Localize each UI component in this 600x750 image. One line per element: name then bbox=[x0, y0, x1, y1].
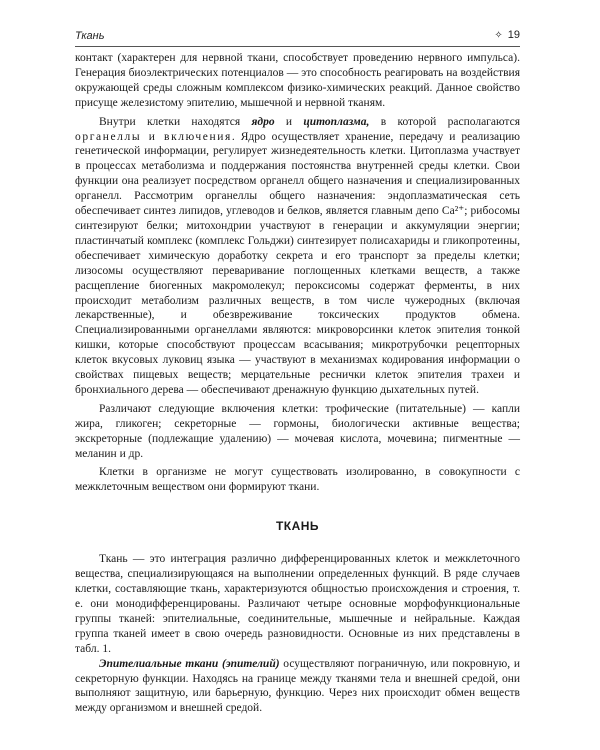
running-title: Ткань bbox=[75, 30, 105, 42]
page-body bbox=[75, 51, 520, 716]
p2-and: и bbox=[274, 115, 304, 128]
paragraph-4: Клетки в организме не могут существовать изолированно, в совокупности с межклеточным веществом они формируют ткани. bbox=[75, 466, 520, 494]
term-cytoplasm: цитоплазма, bbox=[303, 115, 370, 128]
page-number: 19 bbox=[507, 29, 520, 41]
paragraph-1: контакт (характерен для нервной ткани, способствует проведению нервного импульса). Генерация биоэлектрических потенциалов — это способность реагировать на воздействия окружающей среды сложным комплексом физико-химических реакций. Данное свойство присуще железистому эпителию, мышечной и нервной тканям. bbox=[75, 52, 520, 109]
term-nucleus: ядро bbox=[251, 115, 275, 128]
ornament-icon: ✧ bbox=[494, 30, 503, 41]
p2-rest: . Ядро осуществляет хранение, передачу и реализацию генетической информации, регулирует жизнедеятельность клетки. Цитоплазма участвует в процессах метаболизма и поддержания постоянства внутренней среды клетки. Свои функции она реализует посредством органелл общего назначения и специализированных органелл. Рассмотрим органеллы общего назначения: эндоплазматическая сеть обеспечивает синтез липидов, углеводов и белков, является главным депо Ca²⁺; рибосомы синтезируют белки; митохондрии участвуют в генерации и аккумуляции энергии; пластинчатый комплекс (комплекс Гольджи) синтезирует полисахариды и гликопротеины, обеспечивает химическую доработку секрета и его транспорт за пределы клетки; лизосомы осуществляют переваривание поглощенных клетками веществ, а также расщепление биогенных макромолекул; пероксисомы содержат ферменты, в них происходит метаболизм различных веществ, в том числе чужеродных (включая лекарственные), и обезвреживание токсических продуктов обмена. Специализированными органеллами являются: микроворсинки клеток эпителия тонкой кишки, которые способствуют процессам всасывания; микротрубочки рецепторных клеток вкусовых луковиц языка — участвуют в механизмах кодирования информации о свойствах пищевых веществ; мерцательные реснички клеток эпителия трахеи и бронхиального дерева — обеспечивают дренажную функцию дыхательных путей. bbox=[75, 130, 520, 396]
page-header bbox=[75, 30, 520, 47]
paragraph-5: Ткань — это интеграция различно дифференцированных клеток и межклеточного вещества, специализирующаяся на выполнении определенных функций. В ряде случаев клетки, составляющие ткань, характеризуются общностью происхождения и строения, т. е. они монодифференцированы. Различают четыре основные морфофункциональные группы тканей: эпителиальные, соединительные, мышечные и нейральные. Каждая группа тканей имеет в свою очередь разновидности. Основные из них представлены в табл. 1. bbox=[75, 553, 520, 655]
p2-lead: Внутри клетки находятся bbox=[99, 115, 252, 128]
p2-mid: в которой располагаются bbox=[369, 115, 520, 128]
section-heading: ТКАНЬ bbox=[275, 519, 320, 534]
term-epithelium: Эпителиальные ткани (эпителий) bbox=[99, 657, 280, 670]
paragraph-2 bbox=[75, 115, 520, 398]
spaced-organelles: органеллы и включения bbox=[75, 130, 232, 143]
paragraph-3: Различают следующие включения клетки: трофические (питательные) — капли жира, гликоген; секреторные — гормоны, биологически активные вещества; экскреторные (подлежащие удалению) — мочевая кислота, мочевина; пигментные — меланин и др. bbox=[75, 402, 520, 460]
p6-text: осуществляют пограничную, или покровную, и секреторную функции. Находясь на границе между тканями тела и внешней средой, они выполняют защитную, или барьерную, функцию. Через них происходит обмен веществ между организмом и внешней средой. bbox=[75, 657, 520, 715]
paragraph-6 bbox=[75, 657, 520, 717]
page-number-block bbox=[494, 29, 520, 41]
